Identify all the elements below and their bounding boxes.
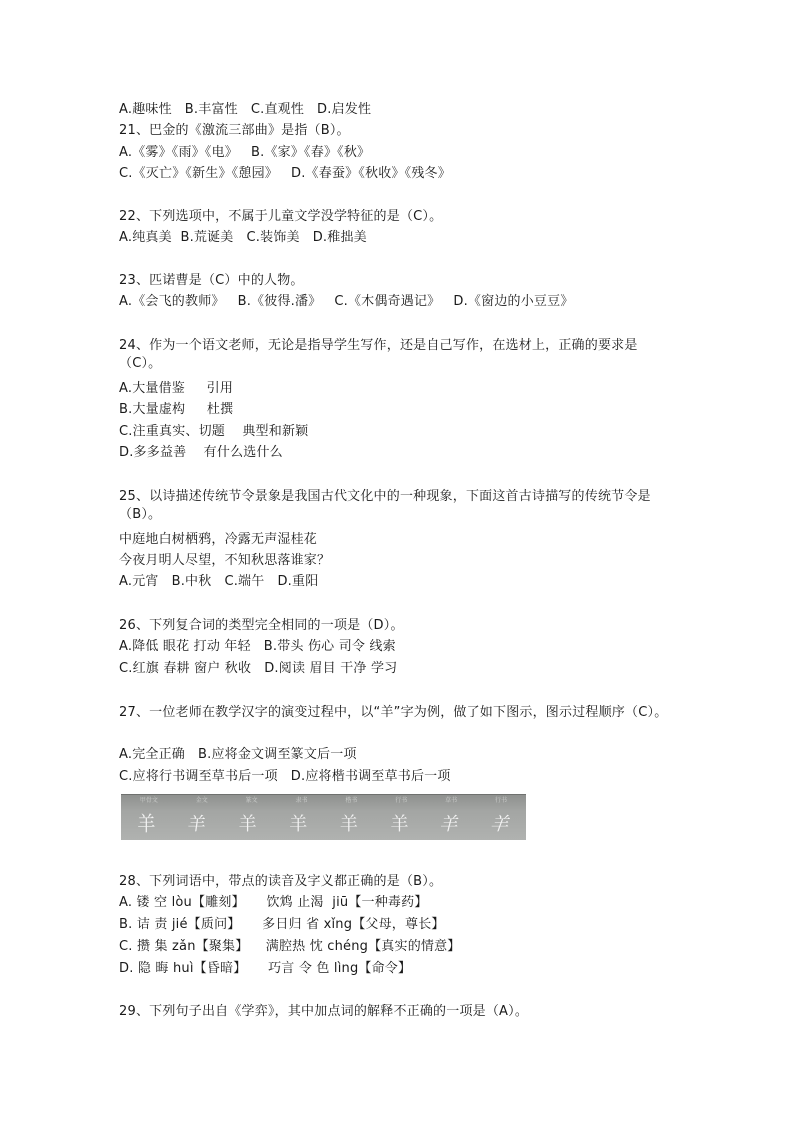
figure-header: 行书: [395, 797, 408, 804]
text-line: A.趣味性 B.丰富性 C.直观性 D.启发性: [119, 102, 372, 117]
text-line: 23、匹诺曹是（C）中的人物。: [119, 273, 304, 288]
glyph-running: 羊: [390, 814, 409, 835]
text-line: D.多多益善 有什么选什么: [119, 445, 283, 460]
text-line: A. 镂 空 lòu【雕刻】 饮鸩 止渴 jiū【一种毒药】: [119, 895, 428, 910]
glyph-clerical: 羊: [289, 814, 308, 835]
text-line: B. 诘 责 jié【质问】 多日归 省 xǐng【父母，尊长】: [119, 917, 445, 932]
text-line: 26、下列复合词的类型完全相同的一项是（D）。: [119, 618, 404, 633]
figure-header: 隶书: [295, 797, 308, 804]
figure-header: 篆文: [245, 797, 258, 804]
text-line: D. 隐 晦 huì【昏暗】 巧言 令 色 lìng【命令】: [119, 961, 412, 976]
text-line: 25、以诗描述传统节令景象是我国古代文化中的一种现象，下面这首古诗描写的传统节令是（B）。: [119, 489, 651, 522]
figure-header: 金文: [195, 797, 208, 804]
glyph-oracle-bone: 羊: [137, 813, 156, 837]
text-line: A.元宵 B.中秋 C.端午 D.重阳: [119, 574, 319, 589]
text-line: A.《雾》《雨》《电》 B.《家》《春》《秋》: [119, 145, 371, 160]
text-line: C.《灭亡》《新生》《憩园》 D.《春蚕》《秋收》《残冬》: [119, 166, 451, 181]
text-line: C.应将行书调至草书后一项 D.应将楷书调至草书后一项: [119, 769, 451, 784]
text-line: 29、下列句子出自《学弈》，其中加点词的解释不正确的一项是（A）。: [119, 1004, 529, 1019]
text-line: A.纯真美 B.荒诞美 C.装饰美 D.稚拙美: [119, 230, 367, 245]
figure-header: 甲骨文: [139, 797, 158, 804]
glyph-bronze: 羊: [186, 814, 208, 835]
text-line: A.大量借鉴 引用: [119, 381, 234, 396]
figure-header: 行书: [495, 797, 508, 804]
glyph-running-2: 羊: [487, 814, 513, 835]
text-line: B.大量虚构 杜撰: [119, 402, 234, 417]
figure-header: 草书: [445, 797, 458, 804]
figure-header-row: [121, 795, 526, 805]
text-line: C. 攒 集 zǎn【聚集】 满腔热 忱 chéng【真实的情意】: [119, 939, 461, 954]
text-line: 今夜月明人尽望，不知秋思落谁家？: [119, 553, 331, 568]
yang-character-evolution-figure: [121, 794, 526, 840]
figure-glyph-row: [121, 807, 526, 839]
text-line: C.红旗 春耕 窗户 秋收 D.阅读 眉目 干净 学习: [119, 661, 398, 676]
text-line: C.注重真实、切题 典型和新颖: [119, 424, 309, 439]
text-line: A.降低 眼花 打动 年轻 B.带头 伤心 司令 线索: [119, 639, 396, 654]
text-line: 27、一位老师在教学汉字的演变过程中，以“羊”字为例，做了如下图示，图示过程顺序（C）。: [119, 705, 668, 720]
text-line: 21、巴金的《激流三部曲》是指（B）。: [119, 123, 350, 138]
text-line: A.完全正确 B.应将金文调至篆文后一项: [119, 747, 357, 762]
figure-header: 楷书: [345, 797, 358, 804]
text-line: 中庭地白树栖鸦，冷露无声湿桂花: [119, 532, 318, 547]
text-line: A.《会飞的教师》 B.《彼得.潘》 C.《木偶奇遇记》 D.《窗边的小豆豆》: [119, 294, 574, 309]
text-line: 22、下列选项中，不属于儿童文学没学特征的是（C）。: [119, 209, 443, 224]
glyph-regular: 羊: [339, 814, 358, 835]
text-line: 28、下列词语中，带点的读音及字义都正确的是（B）。: [119, 874, 443, 889]
glyph-cursive: 羊: [438, 814, 462, 835]
glyph-seal: 羊: [238, 814, 257, 835]
text-line: 24、作为一个语文老师，无论是指导学生写作，还是自己写作，在选材上，正确的要求是（C）。: [119, 338, 638, 371]
